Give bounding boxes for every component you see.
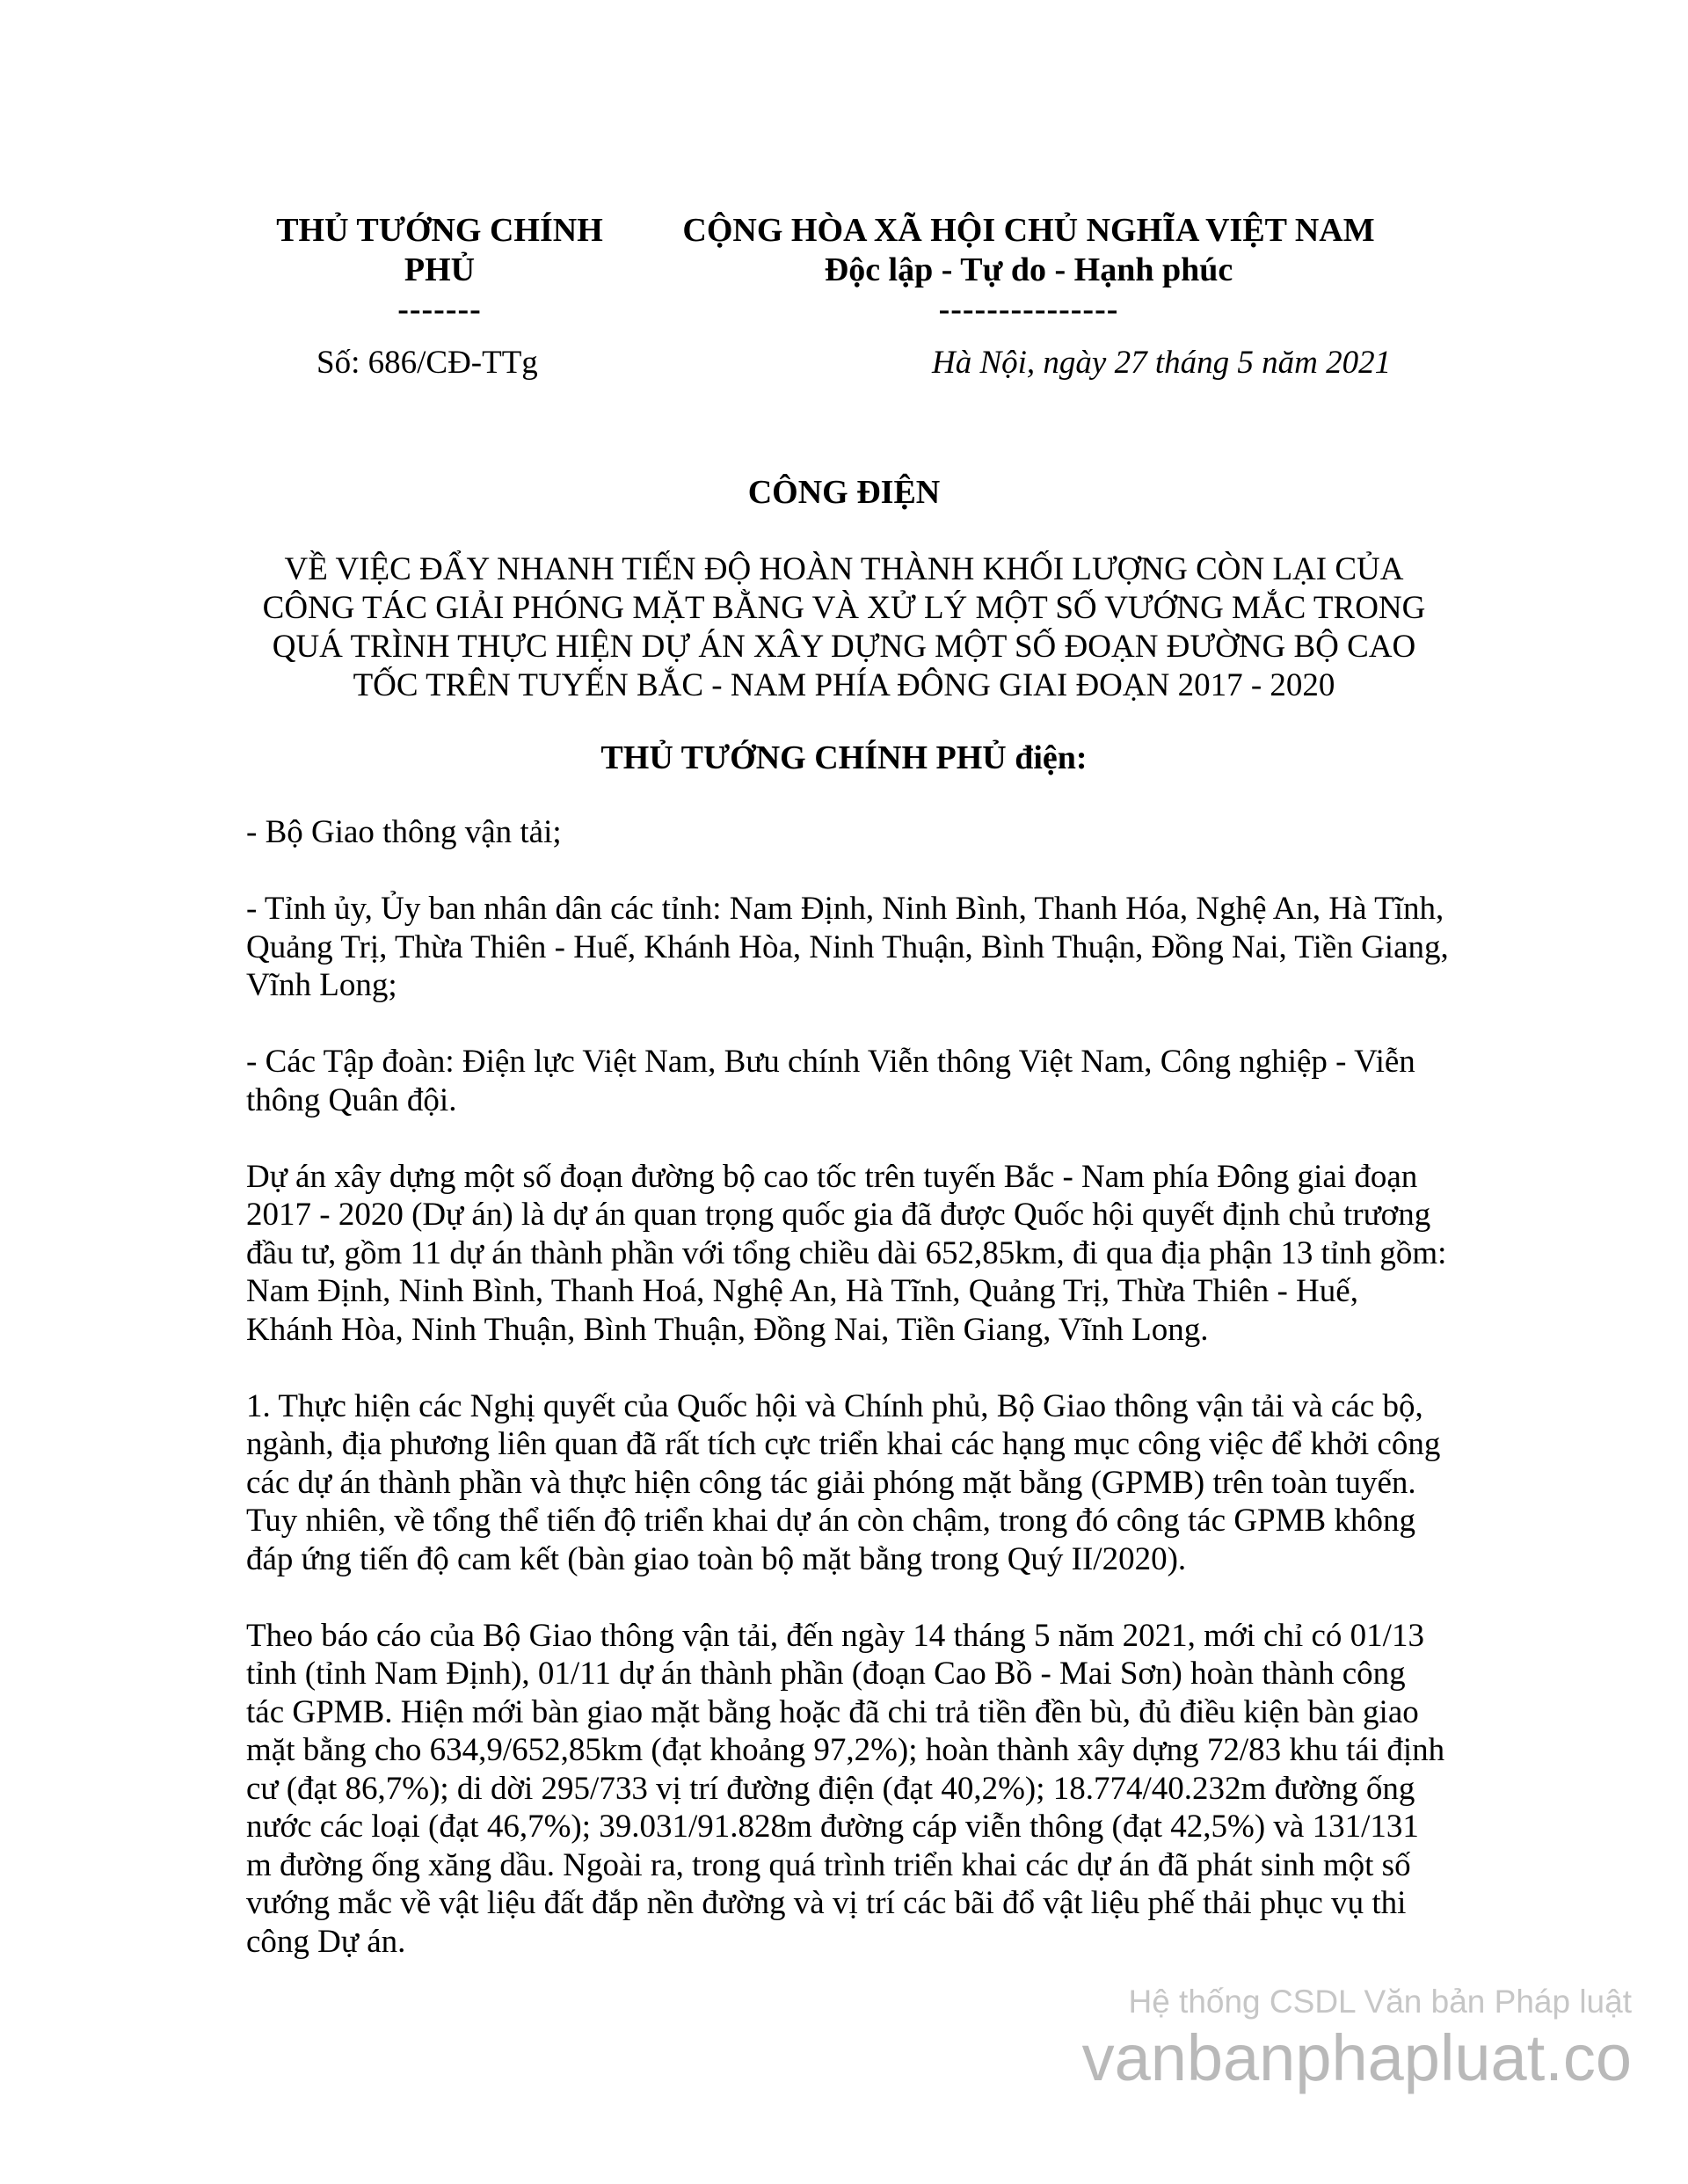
document-type-title: CÔNG ĐIỆN bbox=[747, 474, 941, 511]
watermark-site: vanbanphapluat.co bbox=[1081, 2021, 1632, 2094]
national-motto bbox=[668, 211, 1389, 330]
issuing-authority bbox=[246, 211, 633, 330]
recipient-item: - Tỉnh ủy, Ủy ban nhân dân các tỉnh: Nam Định, Ninh Bình, Thanh Hóa, Nghệ An, Hà Tĩnh, Quảng Trị, Thừa Thiên - Huế, Khánh Hòa, Ninh Thuận, Bình Thuận, Đồng Nai, Tiền Giang, Vĩnh Long; bbox=[246, 891, 1449, 1003]
national-motto-divider: --------------- bbox=[938, 291, 1119, 328]
issuing-authority-divider: ------- bbox=[397, 291, 482, 328]
recipient-item: - Bộ Giao thông vận tải; bbox=[246, 814, 562, 850]
national-motto-line1: CỘNG HÒA XÃ HỘI CHỦ NGHĨA VIỆT NAM bbox=[682, 212, 1375, 249]
recipient-item: - Các Tập đoàn: Điện lực Việt Nam, Bưu chính Viễn thông Việt Nam, Công nghiệp - Viễn thông Quân đội. bbox=[246, 1044, 1415, 1118]
issuing-authority-line1: THỦ TƯỚNG CHÍNH bbox=[276, 212, 603, 249]
document-date: Hà Nội, ngày 27 tháng 5 năm 2021 bbox=[932, 345, 1392, 381]
body-paragraph: Theo báo cáo của Bộ Giao thông vận tải, đến ngày 14 tháng 5 năm 2021, mới chỉ có 01/13 tỉnh (tỉnh Nam Định), 01/11 dự án thành phần (đoạn Cao Bồ - Mai Sơn) hoàn thành công tác GPMB. Hiện mới bàn giao mặt bằng hoặc đã chi trả tiền đền bù, đủ điều kiện bàn giao mặt bằng cho 634,9/652,85km (đạt khoảng 97,2%); hoàn thành xây dựng 72/83 khu tái định cư (đạt 86,7%); di dời 295/733 vị trí đường điện (đạt 40,2%); 18.774/40.232m đường ống nước các loại (đạt 46,7%); 39.031/91.828m đường cáp viễn thông (đạt 42,5%) và 131/131 m đường ống xăng dầu. Ngoài ra, trong quá trình triển khai các dự án đã phát sinh một số vướng mắc về vật liệu đất đắp nền đường và vị trí các bãi đổ vật liệu phế thải phục vụ thi công Dự án. bbox=[246, 1617, 1445, 1960]
watermark-line1: Hệ thống CSDL Văn bản Pháp luật bbox=[1128, 1984, 1632, 2020]
body-paragraph: 1. Thực hiện các Nghị quyết của Quốc hội và Chính phủ, Bộ Giao thông vận tải và các bộ, ngành, địa phương liên quan đã rất tích cực triển khai các hạng mục công việc để khởi công các dự án thành phần và thực hiện công tác giải phóng mặt bằng (GPMB) trên toàn tuyến. Tuy nhiên, về tổng thể tiến độ triển khai dự án còn chậm, trong đó công tác GPMB không đáp ứng tiến độ cam kết (bàn giao toàn bộ mặt bằng trong Quý II/2020). bbox=[246, 1387, 1441, 1577]
watermark bbox=[1082, 1983, 1632, 2095]
document-body bbox=[246, 813, 1451, 1999]
addressee-title: THỦ TƯỚNG CHÍNH PHỦ điện: bbox=[600, 739, 1088, 776]
body-paragraph: Dự án xây dựng một số đoạn đường bộ cao tốc trên tuyến Bắc - Nam phía Đông giai đoạn 2017 - 2020 (Dự án) là dự án quan trọng quốc gia đã được Quốc hội quyết định chủ trương đầu tư, gồm 11 dự án thành phần với tổng chiều dài 652,85km, đi qua địa phận 13 tỉnh gồm: Nam Định, Ninh Bình, Thanh Hoá, Nghệ An, Hà Tĩnh, Quảng Trị, Thừa Thiên - Huế, Khánh Hòa, Ninh Thuận, Bình Thuận, Đồng Nai, Tiền Giang, Vĩnh Long. bbox=[246, 1158, 1447, 1348]
issuing-authority-line2: PHỦ bbox=[404, 251, 476, 288]
national-motto-line2: Độc lập - Tự do - Hạnh phúc bbox=[824, 251, 1233, 288]
document-number: Số: 686/CĐ-TTg bbox=[316, 345, 538, 381]
document-subject: VỀ VIỆC ĐẨY NHANH TIẾN ĐỘ HOÀN THÀNH KHỐI LƯỢNG CÒN LẠI CỦA CÔNG TÁC GIẢI PHÓNG MẶT BẰNG VÀ XỬ LÝ MỘT SỐ VƯỚNG MẮC TRONG QUÁ TRÌNH THỰC HIỆN DỰ ÁN XÂY DỰNG MỘT SỐ ĐOẠN ĐƯỜNG BỘ CAO TỐC TRÊN TUYẾN BẮC - NAM PHÍA ĐÔNG GIAI ĐOẠN 2017 - 2020 bbox=[262, 551, 1426, 703]
